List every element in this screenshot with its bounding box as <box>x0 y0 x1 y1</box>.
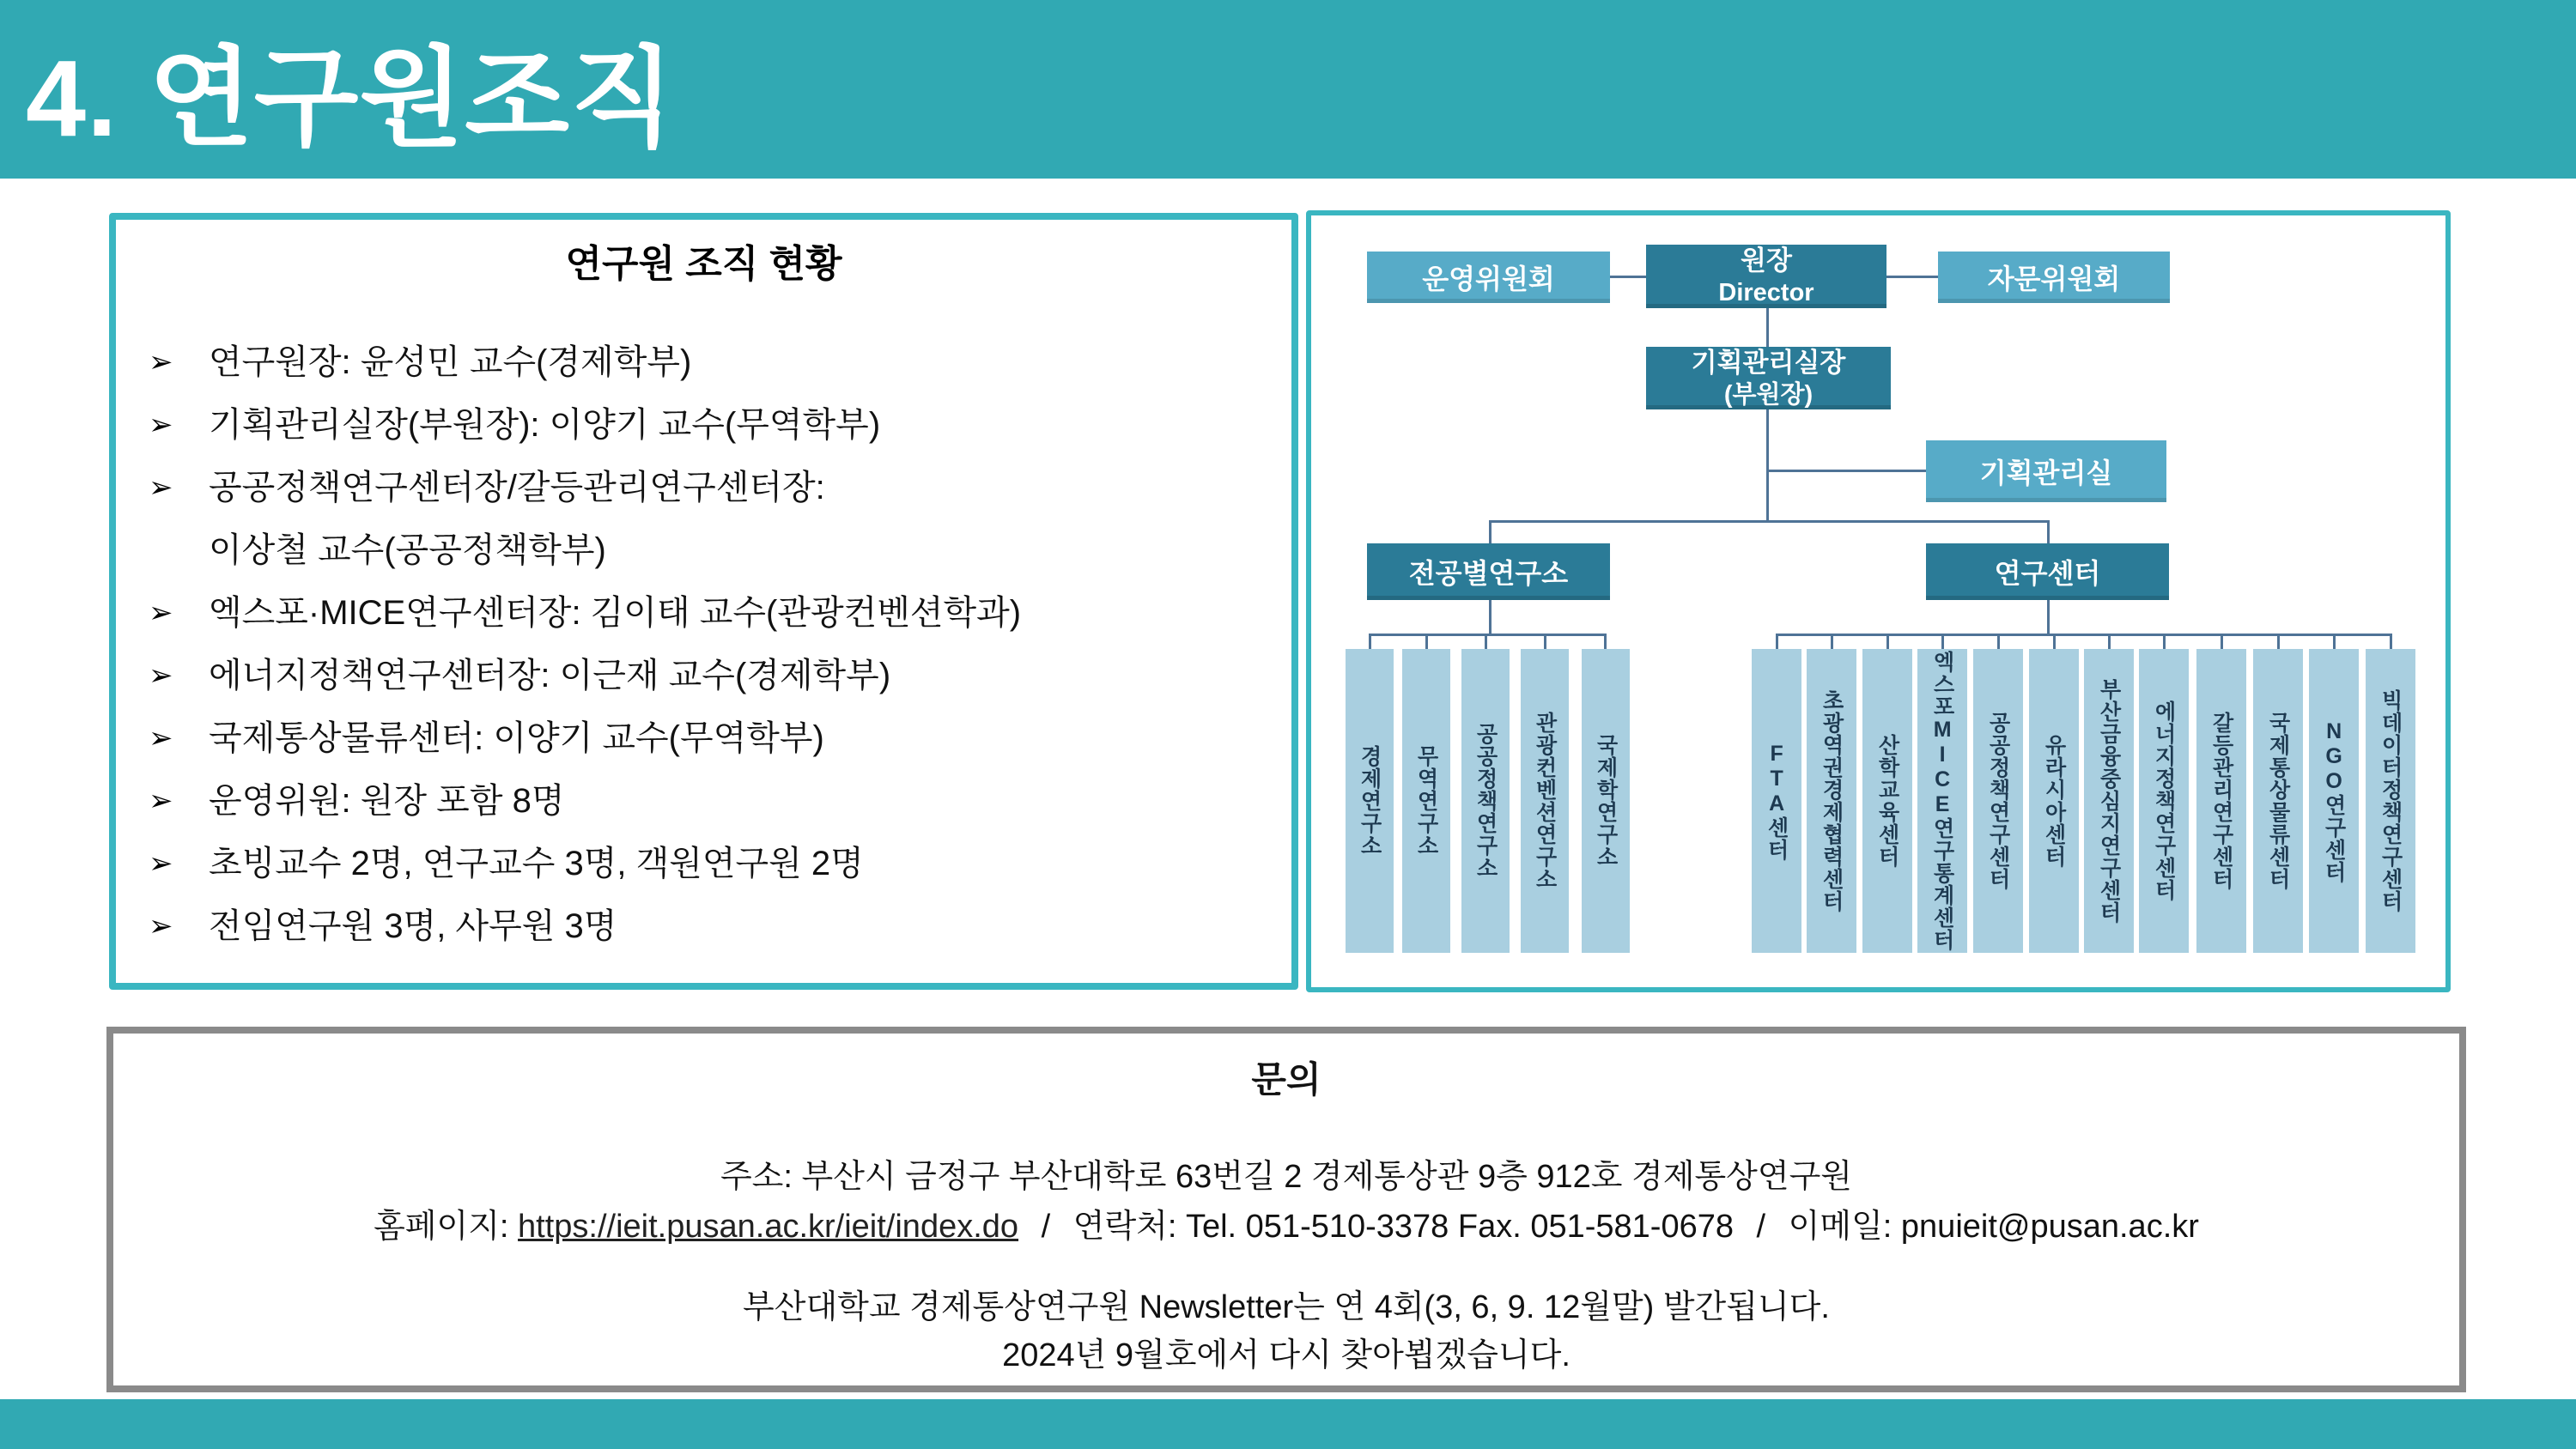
contact-address: 주소: 부산시 금정구 부산대학로 63번길 2 경제통상관 9층 912호 경제통상연구원 <box>720 1159 1853 1195</box>
arrow-bullet-icon: ➢ <box>149 785 173 817</box>
contact-links-line <box>113 1203 2459 1250</box>
org-node-institute: 국제학연구소 <box>1582 649 1630 953</box>
director-label-en: Director <box>1718 279 1814 306</box>
org-node-planning-head <box>1646 347 1891 409</box>
org-node-steering-committee: 운영위원회 <box>1367 252 1610 303</box>
org-node-center: NGO연구센터 <box>2309 649 2359 953</box>
phone-fax-text: 연락처: Tel. 051-510-3378 Fax. 051-581-0678 <box>1072 1209 1734 1245</box>
arrow-bullet-icon: ➢ <box>149 659 173 692</box>
connector-line <box>1831 634 1833 649</box>
org-node-center: 공공정책연구센터 <box>1973 649 2023 953</box>
contact-title: 문의 <box>1251 1059 1321 1100</box>
connector-line <box>1776 634 2391 636</box>
connector-line <box>1489 520 2049 523</box>
org-chart-panel <box>1306 210 2451 992</box>
connector-line <box>1369 634 1607 636</box>
status-item-text: 이상철 교수(공공정책학부) <box>209 531 606 569</box>
newsletter-next-issue-text: 2024년 9월호에서 다시 찾아뵙겠습니다. <box>1002 1337 1571 1373</box>
org-node-center: 초광역권경제협력센터 <box>1807 649 1856 953</box>
arrow-bullet-icon: ➢ <box>149 847 173 880</box>
org-node-advisory-committee: 자문위원회 <box>1938 252 2170 303</box>
connector-line <box>1766 308 1769 347</box>
planning-head-subtitle: (부원장) <box>1723 380 1814 409</box>
status-item-text: 기획관리실장(부원장): 이양기 교수(무역학부) <box>209 406 881 444</box>
page-title: 4. 연구원조직 <box>26 37 676 159</box>
status-panel-title: 연구원 조직 현황 <box>565 243 842 285</box>
connector-line <box>1544 634 1546 649</box>
connector-line <box>1369 634 1371 649</box>
org-node-center: 국제통상물류센터 <box>2253 649 2303 953</box>
status-item-text: 운영위원: 원장 포함 8명 <box>209 782 565 820</box>
status-item <box>116 770 1291 833</box>
planning-head-title: 기획관리실장 <box>1691 347 1846 378</box>
email-text: 이메일: pnuieit@pusan.ac.kr <box>1788 1209 2199 1245</box>
arrow-bullet-icon: ➢ <box>149 722 173 755</box>
arrow-bullet-icon: ➢ <box>149 409 173 441</box>
homepage-link[interactable]: https://ieit.pusan.ac.kr/ieit/index.do <box>518 1209 1019 1245</box>
connector-line <box>1886 634 1889 649</box>
status-item <box>116 582 1291 645</box>
connector-line <box>2277 634 2280 649</box>
status-item <box>116 833 1291 895</box>
connector-line <box>1997 634 2000 649</box>
status-item <box>116 331 1291 394</box>
homepage-label: 홈페이지: <box>374 1209 509 1245</box>
connector-line <box>1886 276 1938 278</box>
status-item <box>116 394 1291 457</box>
page-header <box>0 0 2576 179</box>
status-item <box>116 895 1291 958</box>
connector-line <box>2047 600 2050 634</box>
connector-line <box>1489 520 1492 543</box>
org-node-center: FTA센터 <box>1752 649 1801 953</box>
arrow-bullet-icon: ➢ <box>149 910 173 943</box>
org-status-panel <box>109 213 1298 990</box>
connector-line <box>2108 634 2111 649</box>
org-node-institute: 공공정책연구소 <box>1461 649 1510 953</box>
connector-line <box>1766 470 1926 472</box>
connector-line <box>1941 634 1944 649</box>
status-item-text: 전임연구원 3명, 사무원 3명 <box>209 907 617 945</box>
connector-line <box>2333 634 2336 649</box>
connector-line <box>1776 634 1778 649</box>
connector-line <box>2163 634 2166 649</box>
org-node-center: 엑스포MICE연구통계센터 <box>1917 649 1967 953</box>
status-item-text: 공공정책연구센터장/갈등관리연구센터장: <box>209 469 825 506</box>
status-item-text: 연구원장: 윤성민 교수(경제학부) <box>209 343 692 381</box>
org-node-institutes-group: 전공별연구소 <box>1367 543 1610 600</box>
status-item-text: 초빙교수 2명, 연구교수 3명, 객원연구원 2명 <box>209 845 864 882</box>
connector-line <box>1425 634 1428 649</box>
director-label-ko: 원장 <box>1741 246 1792 276</box>
newsletter-schedule-text: 부산대학교 경제통상연구원 Newsletter는 연 4회(3, 6, 9. 12월말) 발간됩니다. <box>743 1289 1830 1325</box>
arrow-bullet-icon: ➢ <box>149 471 173 504</box>
org-node-institute: 무역연구소 <box>1402 649 1450 953</box>
connector-line <box>2390 634 2392 649</box>
status-item <box>116 645 1291 707</box>
arrow-bullet-icon: ➢ <box>149 597 173 629</box>
connector-line <box>1610 276 1646 278</box>
status-item-text: 엑스포·MICE연구센터장: 김이태 교수(관광컨벤션학과) <box>209 594 1022 632</box>
org-node-center: 빅데이터정책연구센터 <box>2366 649 2415 953</box>
org-node-institute: 경제연구소 <box>1346 649 1394 953</box>
org-node-center: 유라시아센터 <box>2029 649 2079 953</box>
status-bullet-list <box>116 331 1291 958</box>
status-item <box>116 457 1291 519</box>
arrow-bullet-icon: ➢ <box>149 346 173 379</box>
org-node-center: 에너지정책연구센터 <box>2139 649 2189 953</box>
connector-line <box>2053 634 2056 649</box>
status-item-text: 국제통상물류센터: 이양기 교수(무역학부) <box>209 719 824 757</box>
contact-panel <box>106 1027 2466 1392</box>
org-node-institute: 관광컨벤션연구소 <box>1521 649 1569 953</box>
separator: / <box>1041 1209 1051 1245</box>
status-item-text: 에너지정책연구센터장: 이근재 교수(경제학부) <box>209 657 891 694</box>
separator: / <box>1756 1209 1766 1245</box>
connector-line <box>2047 520 2050 543</box>
status-item <box>116 707 1291 770</box>
status-item-continuation <box>116 519 1291 582</box>
org-node-centers-group: 연구센터 <box>1926 543 2169 600</box>
org-node-center: 부산금융중심지연구센터 <box>2084 649 2134 953</box>
connector-line <box>2221 634 2223 649</box>
org-node-director <box>1646 245 1886 308</box>
connector-line <box>1766 409 1769 522</box>
footer-bar <box>0 1399 2576 1449</box>
org-node-planning-office: 기획관리실 <box>1926 440 2166 502</box>
org-node-center: 산학교육센터 <box>1862 649 1912 953</box>
connector-line <box>1489 600 1492 634</box>
org-node-center: 갈등관리연구센터 <box>2196 649 2246 953</box>
connector-line <box>1485 634 1487 649</box>
connector-line <box>1604 634 1607 649</box>
